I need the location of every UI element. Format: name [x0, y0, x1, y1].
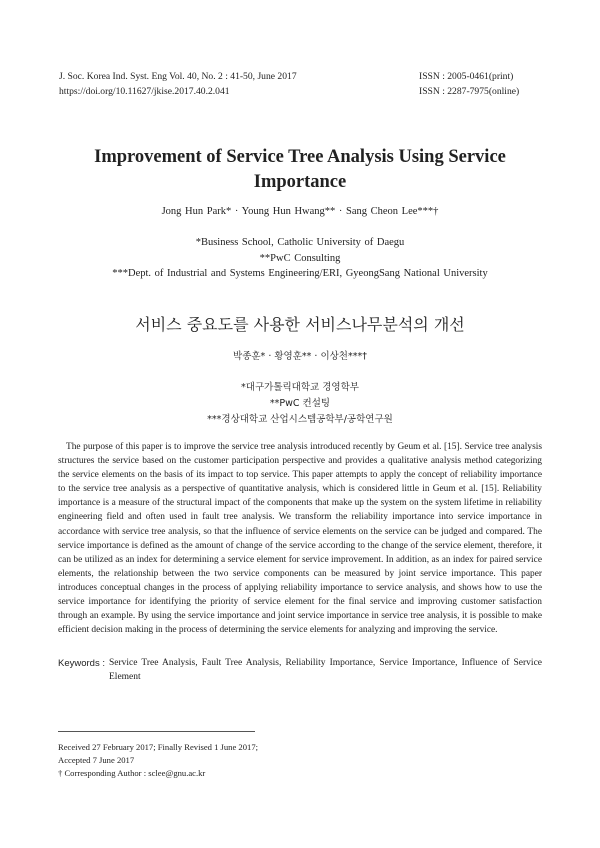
keywords-list: Service Tree Analysis, Fault Tree Analysis, Reliability Importance, Service Importance, Influence of Service Element — [109, 658, 542, 682]
affiliation-line: ***Dept. of Industrial and Systems Engineering/ERI, GyeongSang National University — [112, 268, 488, 279]
corresponding-author: † Corresponding Author : sclee@gnu.ac.kr — [58, 768, 206, 778]
paper-title-english: Improvement of Service Tree Analysis Using Service Importance — [94, 147, 506, 192]
doi-link[interactable]: https://doi.org/10.11627/jkise.2017.40.2.041 — [59, 85, 230, 97]
footnote-divider — [58, 731, 255, 732]
footnotes — [58, 741, 542, 780]
affiliation-line: *대구가톨릭대학교 경영학부 — [241, 382, 359, 393]
journal-citation: J. Soc. Korea Ind. Syst. Eng Vol. 40, No. 2 : 41-50, June 2017 — [59, 71, 297, 82]
author-list-english: Jong Hun Park* · Young Hun Hwang** · Sang Cheon Lee***† — [161, 206, 439, 217]
affiliation-line: ***경상대학교 산업시스템공학부/공학연구원 — [207, 414, 393, 425]
journal-header — [59, 70, 541, 99]
accepted-date: Accepted 7 June 2017 — [58, 755, 135, 765]
affiliations-korean — [60, 380, 540, 428]
affiliation-line: *Business School, Catholic University of Daegu — [195, 237, 405, 248]
affiliations-english — [60, 235, 540, 282]
keywords-label: Keywords : — [58, 658, 105, 669]
author-list-korean: 박종훈* · 황영훈** · 이상천***† — [233, 351, 367, 362]
affiliation-line: **PwC Consulting — [259, 252, 341, 264]
abstract-text: The purpose of this paper is to improve the service tree analysis introduced recently by Geum et al. [15]. Service tree analysis structures the service based on the customer participation perspective and provides a qualitative analysis method categorizing the service elements on the basis of its impact to top service. This paper attempts to apply the concept of reliability importance to the service tree analysis as a perspective of quantitative analysis, which is considered little in Geum et al. [15]. Reliability importance is a measure of the structural impact of the components that make up the system on the system lifetime in reliability engineering field and often used in fault tree analysis. We transform the reliability importance into service importance in accordance with service tree analysis, so that the influence of service elements on the service can be judged and compared. The service importance is defined as the amount of change of the service according to the change of the service element, therefore, it can be utilized as an index for determining a service element for service improvement. In addition, as an index for paired service elements, the relationship between the two service components can be measured by joint service importance. This paper introduces conceptual changes in the process of applying reliability importance to service analysis, and shows how to use the service importance for identifying the priority of service element for the final service and improving customer satisfaction through an example. By using the service importance and joint service importance in service tree analysis, it is possible to make efficient decision making in the process of determining the service elements for analyzing and improving the service. — [58, 442, 542, 636]
received-date: Received 27 February 2017; Finally Revised 1 June 2017; — [58, 742, 259, 752]
paper-title-korean: 서비스 중요도를 사용한 서비스나무분석의 개선 — [135, 315, 465, 334]
issn-print: ISSN : 2005-0461(print) — [419, 71, 514, 82]
keywords-section — [58, 657, 542, 684]
issn-online: ISSN : 2287-7975(online) — [419, 85, 520, 97]
affiliation-line: **PwC 컨설팅 — [269, 398, 331, 409]
